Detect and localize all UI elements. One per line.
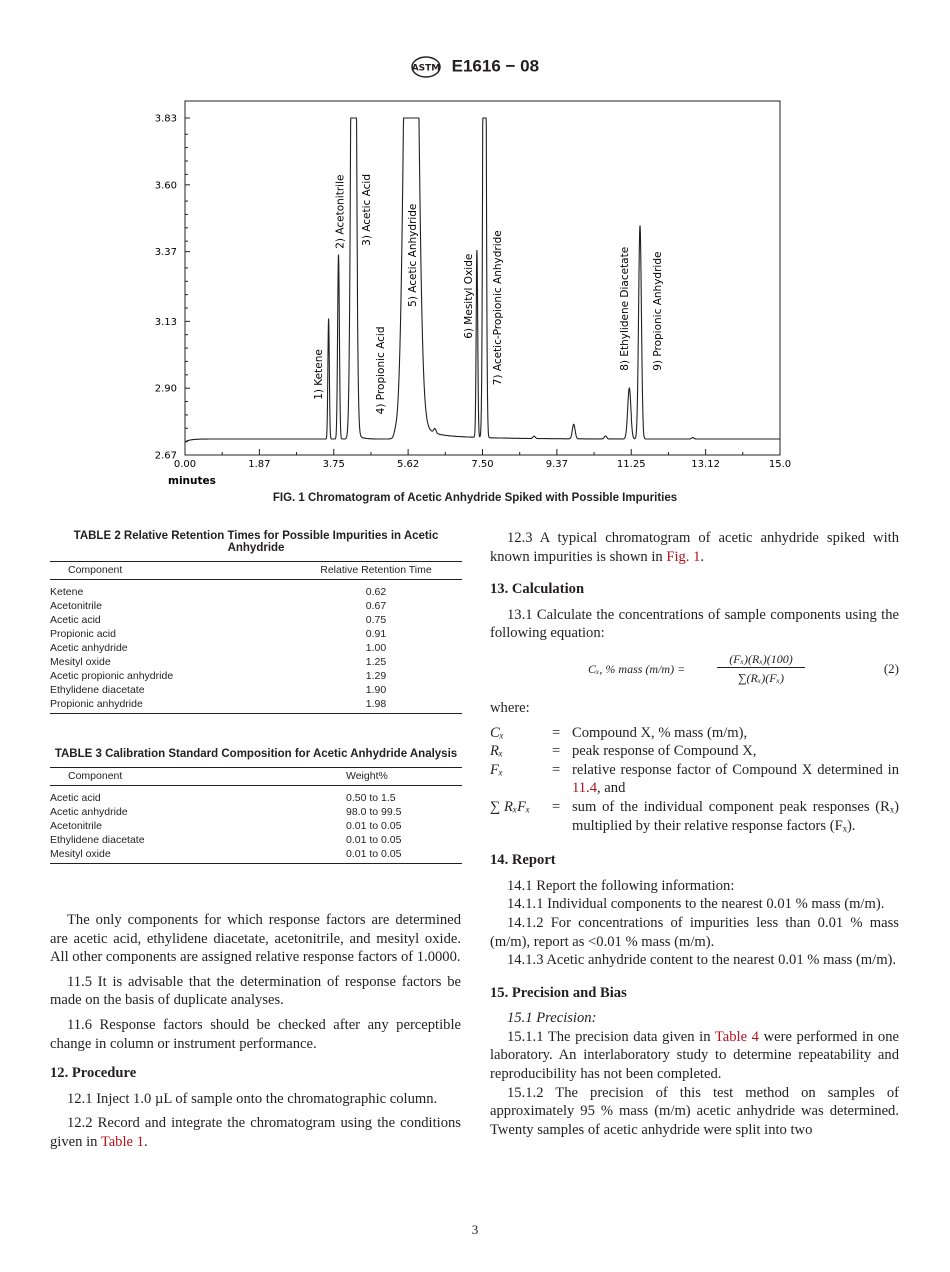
table-row [50, 805, 462, 819]
peak-label: 3) Acetic Acid [360, 173, 373, 246]
x-tick-label: 15.0 [768, 459, 792, 470]
x-tick-label: 7.50 [471, 459, 494, 470]
table-row [50, 683, 462, 697]
definition: sum of the individual component peak responses (Rₓ) multiplied by their relative response factors (Fₓ). [572, 798, 899, 834]
table-row [50, 697, 462, 714]
paragraph-14-1-3: 14.1.3 Acetic anhydride content to the nearest 0.01 % mass (m/m). [507, 952, 897, 969]
x-tick-label: 0.00 [173, 459, 197, 470]
component-cell: Ethylidene diacetate [50, 834, 145, 846]
component-cell: Mesityl oxide [50, 656, 111, 668]
paragraph-12-1: 12.1 Inject 1.0 µL of sample onto the chromatographic column. [67, 1090, 438, 1107]
table-4-link[interactable]: Table 4 [714, 1028, 759, 1045]
peak-label: 1) Ketene [312, 349, 325, 400]
equation-number: (2) [883, 660, 899, 676]
y-tick-label: 3.13 [154, 316, 177, 328]
table-2-title: TABLE 2 Relative Retention Times for Possible Impurities in Acetic Anhydride [73, 530, 439, 554]
value-cell: 0.67 [365, 600, 387, 612]
paragraph-15-1: 15.1 Precision: [507, 1010, 597, 1027]
table-row [50, 847, 462, 864]
paragraph-14-1-1: 14.1.1 Individual components to the nearest 0.01 % mass (m/m). [507, 896, 885, 913]
table-3-title: TABLE 3 Calibration Standard Composition for Acetic Anhydride Analysis [54, 748, 458, 760]
definition [572, 761, 899, 798]
equation-numerator: (Fₓ)(Rₓ)(100) [717, 652, 805, 668]
chromatogram-chart [140, 95, 800, 490]
peak-label: 6) Mesityl Oxide [462, 253, 475, 339]
where-label: where: [490, 699, 530, 716]
value-cell: 0.75 [365, 614, 387, 626]
y-tick-label: 3.60 [154, 180, 177, 192]
value-cell: 0.01 to 0.05 [346, 820, 402, 832]
paragraph-14-1-2: 14.1.2 For concentrations of impurities less than 0.01 % mass (m/m), report as <0.01 % mass (m/m). [490, 914, 899, 950]
table-3 [50, 748, 462, 864]
x-tick-label: 9.37 [545, 459, 569, 470]
table-row [50, 786, 462, 806]
value-cell: 1.29 [365, 670, 387, 682]
paragraph-13-1: 13.1 Calculate the concentrations of sample components using the following equation: [490, 606, 899, 642]
component-cell: Ethylidene diacetate [50, 684, 145, 696]
table-row [50, 833, 462, 847]
standard-designation: E1616 − 08 [451, 56, 540, 76]
section-heading-12: 12. Procedure [50, 1065, 137, 1082]
symbol: Rₓ [490, 743, 504, 760]
table-2 [50, 530, 462, 714]
peak-label: 7) Acetic-Propionic Anhydride [492, 230, 505, 386]
text: . [700, 548, 705, 565]
astm-logo-icon [411, 56, 441, 78]
value-cell: 1.00 [365, 642, 387, 654]
equals: = [552, 761, 561, 778]
equals: = [552, 798, 561, 815]
value-cell: 1.98 [365, 698, 387, 710]
variable-definitions [490, 724, 899, 836]
symbol: ∑ RₓFₓ [490, 798, 531, 815]
paragraph-12-3 [490, 529, 899, 566]
component-cell: Acetic acid [50, 792, 101, 804]
svg-text:ASTM: ASTM [411, 63, 441, 74]
table-row [50, 819, 462, 833]
x-tick-label: 5.62 [396, 459, 420, 470]
text: 15.1.1 The precision data given in [507, 1028, 715, 1045]
component-cell: Acetic anhydride [50, 642, 128, 654]
table-row [50, 599, 462, 613]
column-header: Component [50, 768, 340, 786]
text: 12.3 A typical chromatogram of acetic anhydride spiked with known impurities is shown in [490, 530, 899, 565]
paragraph-11-6: 11.6 Response factors should be checked after any perceptible change in column or instrument performance. [50, 1016, 461, 1052]
symbol: Fₓ [490, 761, 504, 778]
paragraph-15-1-1 [490, 1028, 899, 1084]
text: . [143, 1133, 148, 1150]
paragraph-15-1-2: 15.1.2 The precision of this test method on samples of approximately 95 % mass (m/m) acetic anhydride was determined. Twenty samples of acetic anhydride were split into two [490, 1084, 899, 1138]
value-cell: 0.01 to 0.05 [346, 848, 402, 860]
symbol: Cₓ [490, 724, 504, 741]
paragraph-11-5: 11.5 It is advisable that the determination of response factors be made on the basis of duplicate analyses. [50, 973, 461, 1009]
definition: Compound X, % mass (m/m), [572, 724, 748, 741]
text: relative response factor of Compound X determined in [572, 761, 899, 778]
y-tick-label: 3.83 [154, 113, 177, 125]
peak-label: 5) Acetic Anhydride [406, 203, 419, 307]
value-cell: 0.62 [365, 586, 387, 598]
x-axis-label: minutes [168, 475, 216, 487]
table-1-link[interactable]: Table 1 [100, 1133, 144, 1150]
right-column-text [490, 529, 899, 1139]
fig-1-link[interactable]: Fig. 1 [666, 548, 701, 565]
peak-label: 8) Ethylidene Diacetate [619, 246, 632, 371]
equals: = [552, 724, 561, 741]
component-cell: Mesityl oxide [50, 848, 111, 860]
text: 12.2 Record and integrate the chromatogram using the conditions given in [50, 1115, 461, 1150]
definition: peak response of Compound X, [572, 743, 757, 760]
figure-caption: FIG. 1 Chromatogram of Acetic Anhydride Spiked with Possible Impurities [272, 492, 678, 504]
section-heading-13: 13. Calculation [490, 581, 585, 598]
table-row [50, 580, 462, 600]
chromatogram-trace [185, 118, 780, 442]
component-cell: Propionic acid [50, 628, 116, 640]
value-cell: 1.90 [365, 684, 387, 696]
text: were performed in one laboratory. An interlaboratory study to determine repeatability and reproducibility has not been completed. [490, 1028, 899, 1083]
equation-denominator: ∑(Rₓ)(Fₓ) [737, 670, 785, 685]
x-tick-label: 1.87 [248, 459, 271, 470]
paragraph-14-1: 14.1 Report the following information: [507, 877, 735, 894]
x-tick-label: 3.75 [322, 459, 345, 470]
page-number: 3 [471, 1222, 479, 1237]
component-cell: Acetonitrile [50, 600, 102, 612]
equation-2 [490, 647, 899, 693]
equation-lhs: Cₓ, % mass (m/m) = [588, 661, 686, 676]
paragraph-12-2 [50, 1114, 461, 1151]
table-row [50, 669, 462, 683]
table-row [50, 655, 462, 669]
peak-label: 4) Propionic Acid [375, 326, 388, 415]
y-tick-label: 2.90 [154, 383, 177, 395]
component-cell: Ketene [50, 586, 84, 598]
equals: = [552, 743, 561, 760]
page-header [0, 56, 950, 78]
section-11-4-link[interactable]: 11.4 [572, 780, 597, 797]
table-row [50, 613, 462, 627]
column-header: Component [50, 562, 290, 580]
paragraph: The only components for which response factors are determined are acetic acid, ethylidene diacetate, acetonitrile, and mesityl oxide. All other components are assigned relative response factors of 1.0000. [50, 912, 461, 966]
column-header: Weight% [340, 768, 462, 786]
peak-label: 2) Acetonitrile [334, 174, 347, 249]
section-heading-15: 15. Precision and Bias [490, 984, 627, 1001]
x-tick-label: 13.12 [691, 459, 720, 470]
value-cell: 0.50 to 1.5 [346, 792, 396, 804]
section-heading-14: 14. Report [490, 852, 556, 869]
table-row [50, 627, 462, 641]
component-cell: Acetic propionic anhydride [50, 670, 174, 682]
component-cell: Acetic acid [50, 614, 101, 626]
text: , and [597, 780, 626, 797]
column-header: Relative Retention Time [290, 562, 462, 580]
y-tick-label: 3.37 [154, 247, 177, 259]
left-column-text [50, 911, 461, 1152]
peak-label: 9) Propionic Anhydride [652, 251, 665, 371]
value-cell: 0.91 [365, 628, 387, 640]
y-tick-label: 2.67 [154, 450, 177, 462]
component-cell: Acetic anhydride [50, 806, 128, 818]
value-cell: 0.01 to 0.05 [346, 834, 402, 846]
component-cell: Acetonitrile [50, 820, 102, 832]
x-tick-label: 11.25 [616, 459, 646, 470]
component-cell: Propionic anhydride [50, 698, 143, 710]
value-cell: 98.0 to 99.5 [346, 806, 402, 818]
value-cell: 1.25 [365, 656, 387, 668]
table-row [50, 641, 462, 655]
